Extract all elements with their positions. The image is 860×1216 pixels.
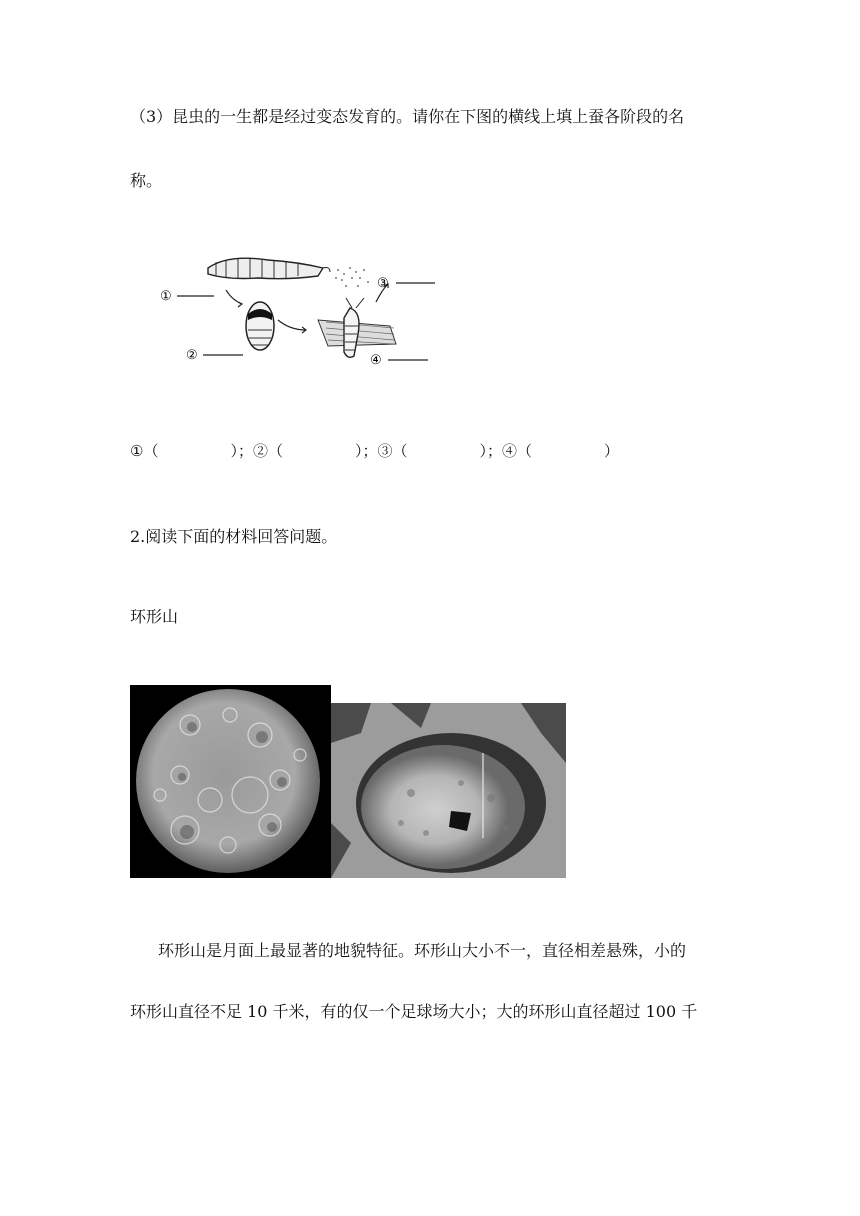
question-3-line-1: （3）昆虫的一生都是经过变态发育的。请你在下图的横线上填上蚕各阶段的名 — [130, 107, 685, 126]
label-leader-lines — [177, 283, 435, 360]
answer-4-open: ）；④（ — [479, 442, 532, 460]
answer-blanks — [130, 440, 619, 461]
silkworm-moth-drawing — [318, 298, 396, 357]
answer-2-open: ）；②（ — [230, 442, 283, 460]
question-2-heading: 2.阅读下面的材料回答问题。 — [130, 527, 338, 546]
paragraph-line-1 — [130, 938, 686, 961]
answer-close: ） — [604, 442, 620, 460]
material-title: 环形山 — [130, 607, 179, 626]
paragraph-line-1-text: 环形山是月面上最显著的地貌特征。环形山大小不一，直径相差悬殊，小的 — [158, 941, 687, 960]
label-2: ② — [186, 348, 198, 363]
silkworm-lifecycle-figure — [158, 248, 448, 372]
question-3-line-2: 称。 — [130, 171, 163, 190]
answer-1-open: ①（ — [130, 442, 159, 460]
label-1: ① — [160, 289, 172, 304]
answer-3-open: ）；③（ — [354, 442, 408, 460]
moon-south-pole-photo — [130, 685, 331, 878]
label-3: ③ — [377, 276, 389, 291]
paragraph-line-2: 环形山直径不足 10 千米，有的仅一个足球场大小；大的环形山直径超过 100 千 — [130, 1002, 698, 1021]
silkworm-larva-drawing — [208, 258, 330, 279]
label-4: ④ — [370, 353, 382, 368]
silkworm-eggs-drawing — [335, 267, 369, 287]
silkworm-pupa-drawing — [246, 302, 274, 350]
crater-closeup-photo — [331, 703, 566, 878]
